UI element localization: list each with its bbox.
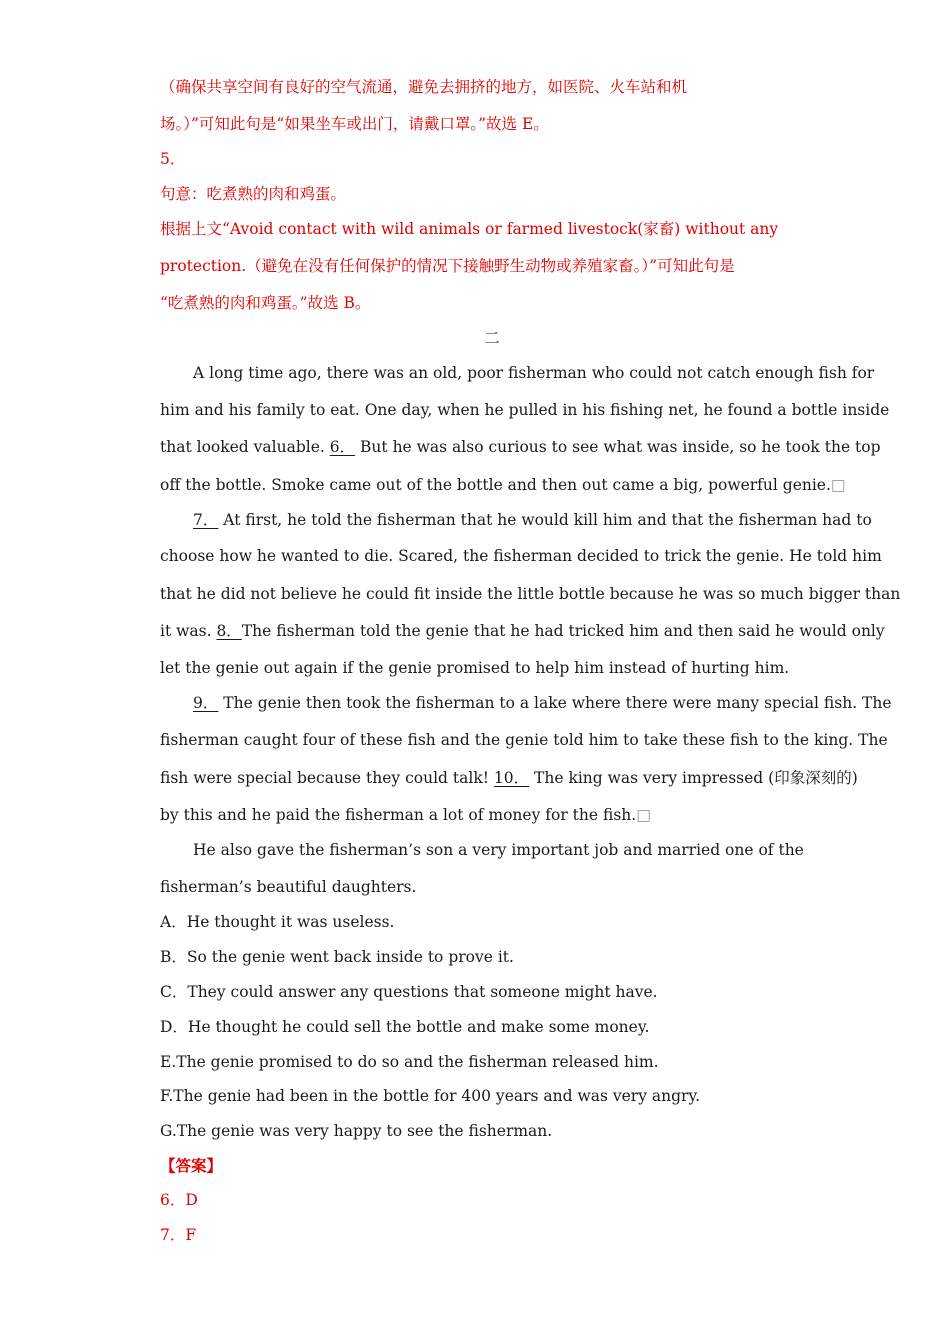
passage-line: that he did not believe he could fit inside the little bottle because he was so much bigger than [160,585,901,603]
passage-text: But he was also curious to see what was inside, so he took the top [355,438,881,456]
passage-text: The fisherman told the genie that he had tricked him and then said he would only [241,622,885,640]
explanation-line: （确保共享空间有良好的空气流通，避免去拥挤的地方，如医院、火车站和机 [160,78,688,96]
question-5-meaning: 句意：吃煮熟的肉和鸡蛋。 [160,185,347,203]
answer-item: 6．D [160,1191,198,1209]
passage-line: let the genie out again if the genie promised to help him instead of hurting him. [160,659,790,677]
passage-line: choose how he wanted to die. Scared, the fisherman decided to trick the genie. He told him [160,547,882,565]
answer-item: 7．F [160,1226,197,1244]
passage-text: that looked valuable. [160,438,330,456]
passage-text: off the bottle. Smoke came out of the bottle and then out came a big, powerful genie. [160,476,831,494]
option-e: E.The genie promised to do so and the fisherman released him. [160,1053,659,1071]
passage-line: fisherman caught four of these fish and the genie told him to take these fish to the king. The [160,731,888,749]
passage-line [160,768,858,788]
passage-line [193,510,872,530]
passage-line [160,475,846,495]
explanation-line: 场。）”可知此句是“如果坐车或出门，请戴口罩。”故选 E。 [160,115,549,133]
option-b: B．So the genie went back inside to prove it. [160,948,514,966]
passage-line: him and his family to eat. One day, when he pulled in his fishing net, he found a bottle inside [160,401,890,419]
answer-heading: 【答案】 [160,1156,223,1175]
question-5-number: 5． [160,150,186,168]
option-f: F.The genie had been in the bottle for 400 years and was very angry. [160,1087,701,1105]
placeholder-box-icon: □ [636,806,651,824]
passage-text: it was. [160,622,217,640]
passage-line [160,437,881,457]
blank-6: 6． [329,438,356,456]
placeholder-box-icon: □ [830,476,846,494]
question-5-explanation: “吃煮熟的肉和鸡蛋。”故选 B。 [160,294,371,312]
passage-text: The genie then took the fisherman to a lake where there were many special fish. The [218,694,892,712]
section-heading: 二 [484,329,500,347]
blank-7: 7． [193,511,219,529]
passage-line: He also gave the fisherman’s son a very important job and married one of the [193,841,804,859]
blank-10: 10． [493,769,530,787]
blank-9: 9． [193,694,219,712]
option-c: C．They could answer any questions that someone might have. [160,983,658,1001]
passage-text: fish were special because they could talk! [160,769,494,787]
passage-line [160,805,651,825]
option-d: D．He thought he could sell the bottle and make some money. [160,1018,650,1036]
passage-text: The king was very impressed (印象深刻的) [529,769,858,787]
passage-line [193,693,892,713]
blank-8: 8． [216,622,242,640]
option-a: A．He thought it was useless. [160,913,395,931]
question-5-explanation: 根据上文“Avoid contact with wild animals or farmed livestock(家畜) without any [160,220,779,238]
passage-text: by this and he paid the fisherman a lot of money for the fish. [160,806,637,824]
passage-line: fisherman’s beautiful daughters. [160,878,417,896]
option-g: G.The genie was very happy to see the fisherman. [160,1122,553,1140]
passage-line: A long time ago, there was an old, poor fisherman who could not catch enough fish for [193,364,875,382]
passage-line [160,621,885,641]
passage-text: At first, he told the fisherman that he would kill him and that the fisherman had to [218,511,872,529]
question-5-explanation: protection.（避免在没有任何保护的情况下接触野生动物或养殖家畜。）”可知此句是 [160,257,735,275]
